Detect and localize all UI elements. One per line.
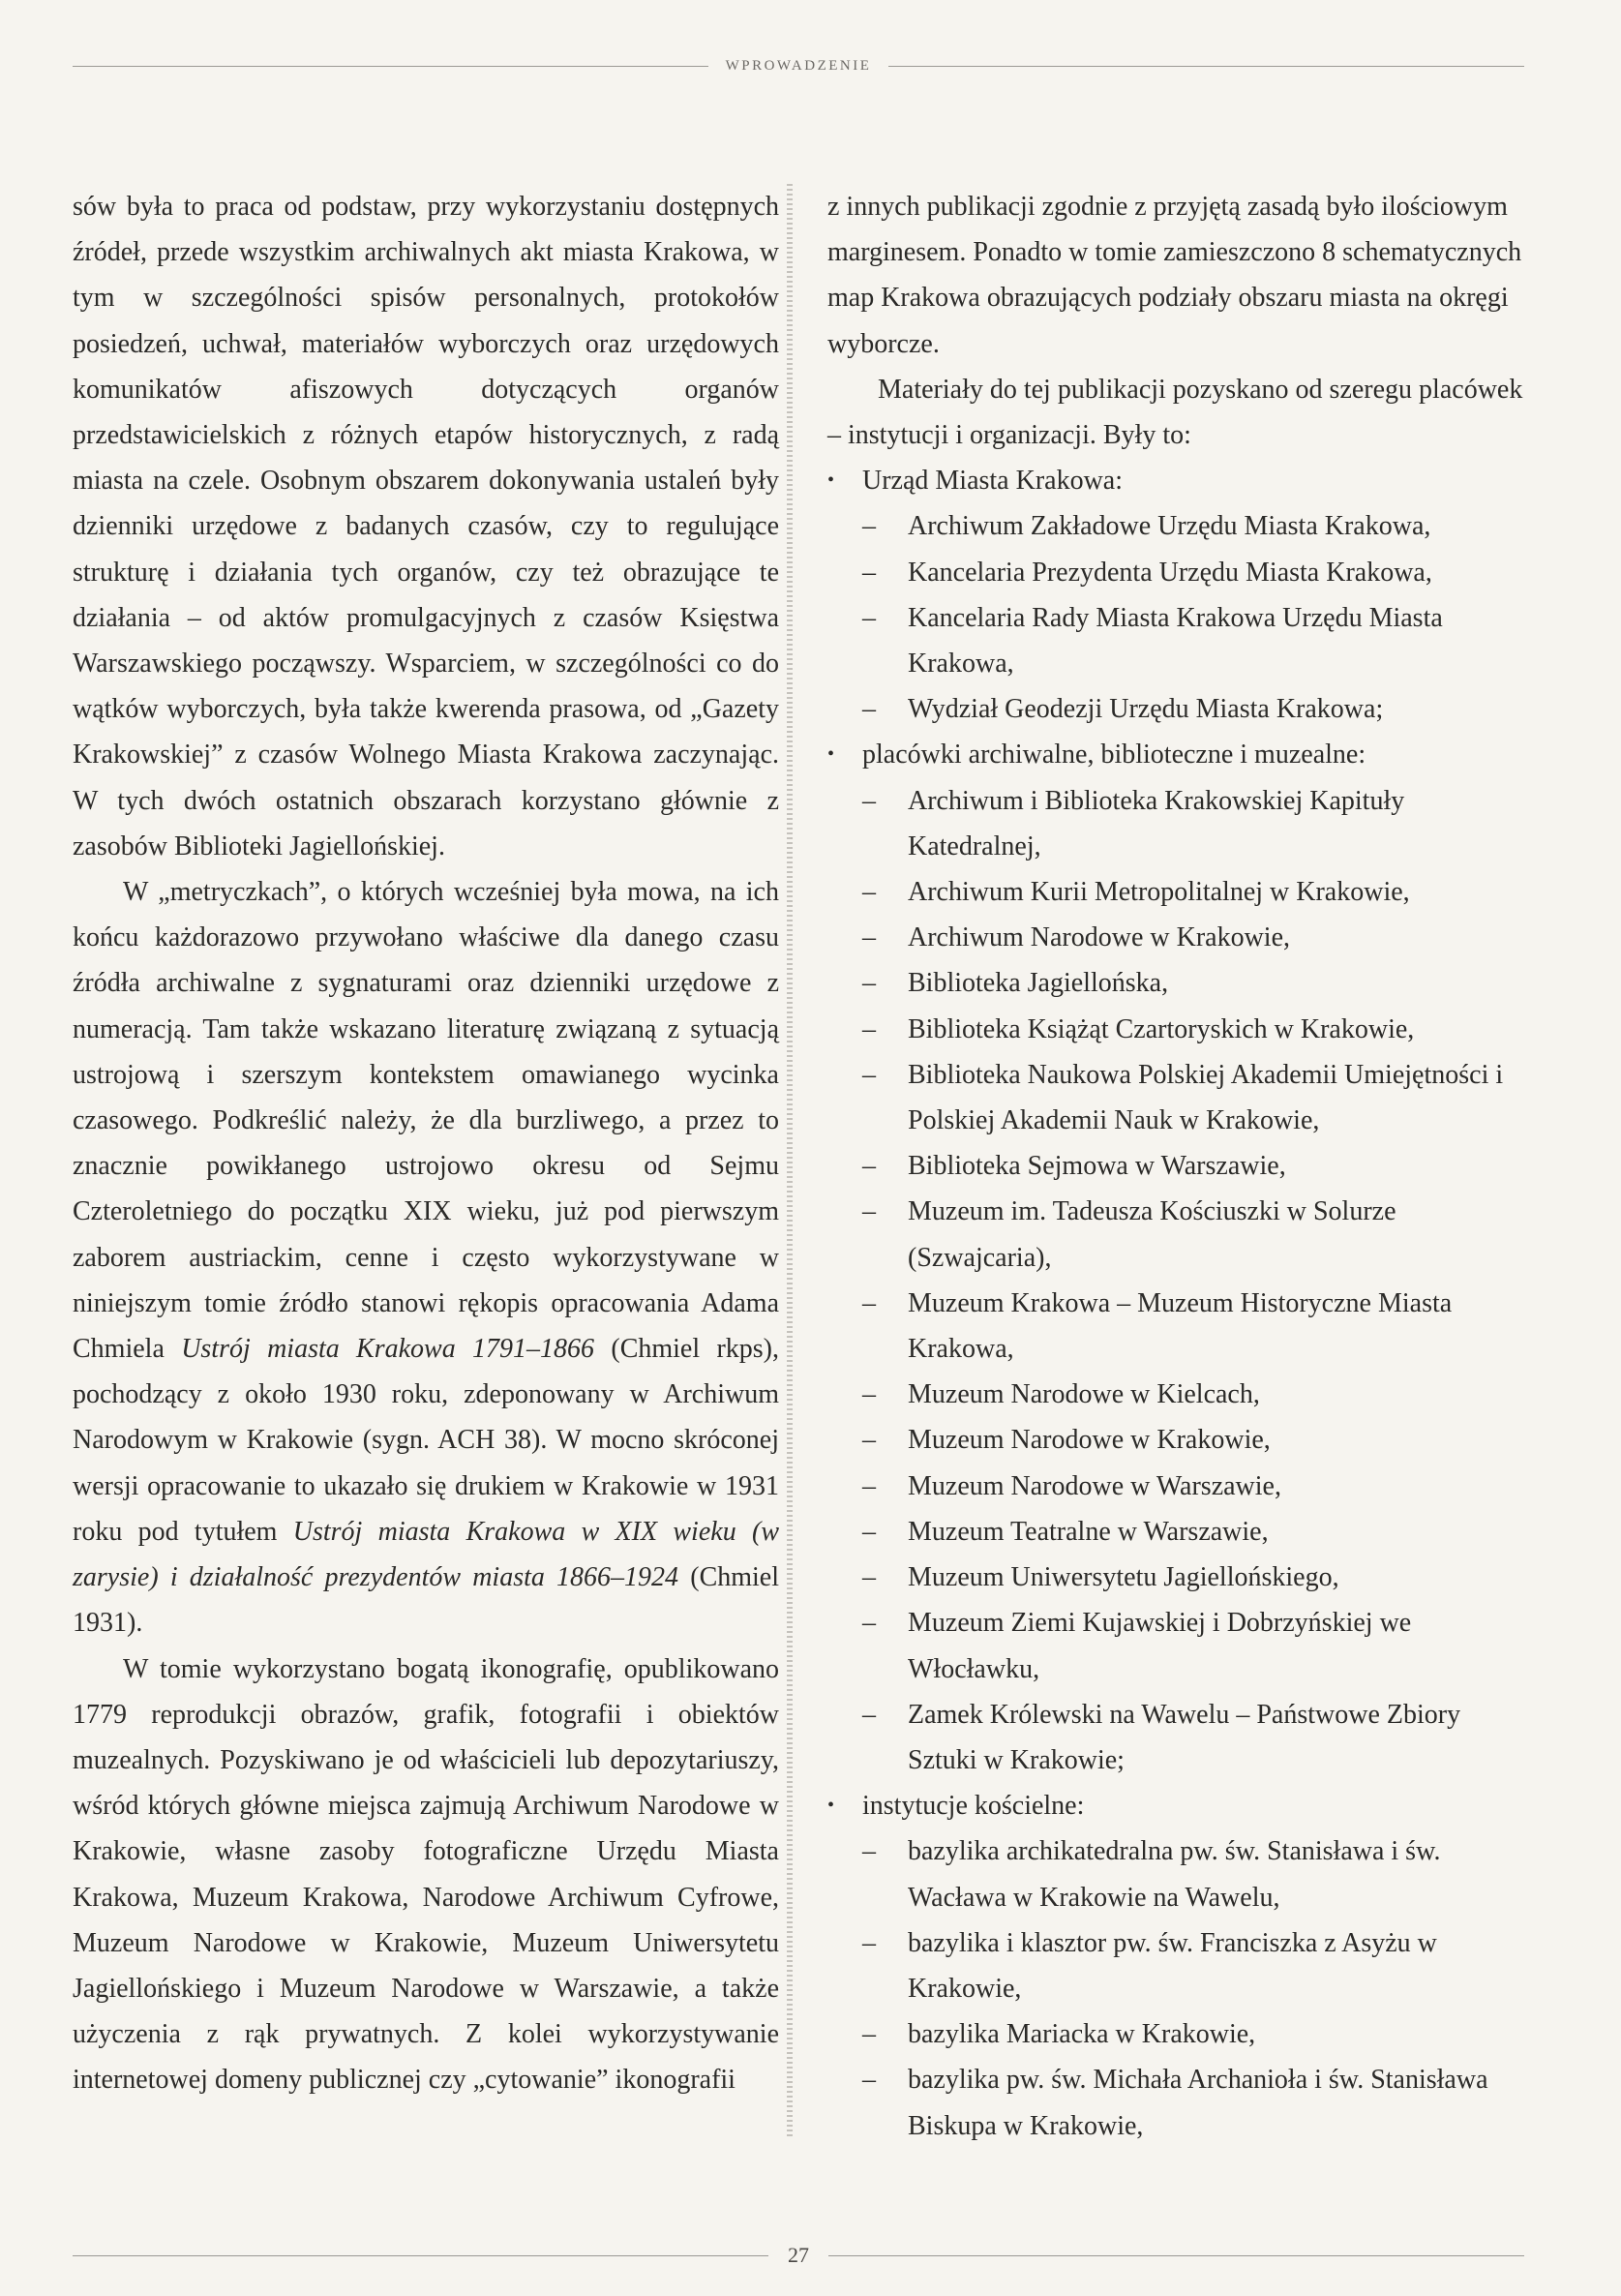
institution-name: Biblioteka Książąt Czartoryskich w Krakowie, [908, 1013, 1415, 1044]
institution-name: bazylika Mariacka w Krakowie, [908, 2019, 1256, 2050]
institution-name: Muzeum Narodowe w Kielcach, [908, 1379, 1260, 1410]
institution-item [827, 595, 1527, 686]
dash-marker: – [862, 557, 876, 588]
institution-group [827, 1783, 1527, 1828]
dash-marker: – [862, 1151, 876, 1182]
institution-item [827, 1052, 1527, 1143]
institution-group [827, 732, 1527, 777]
institution-group [827, 458, 1527, 503]
institution-name: Archiwum Kurii Metropolitalnej w Krakowie, [908, 877, 1410, 908]
institution-name: bazylika pw. św. Michała Archanioła i św. Stanisława Biskupa w Krakowie, [908, 2065, 1488, 2141]
institution-name: Biblioteka Jagiellońska, [908, 968, 1169, 999]
institution-name: Muzeum Teatralne w Warszawie, [908, 1516, 1269, 1547]
intro-continued: z innych publikacji zgodnie z przyjętą zasadą było ilościowym marginesem. Ponadto w tomie zamieszczono 8 schematycznych map Krakowa obrazujących podziały obszaru miasta na okręgi wyborcze. [827, 192, 1522, 359]
dash-marker: – [862, 511, 876, 542]
institution-item [827, 1281, 1527, 1372]
institution-item [827, 2011, 1527, 2057]
dash-marker: – [862, 2019, 876, 2050]
left-column [73, 184, 779, 2103]
dash-marker: – [862, 877, 876, 908]
paragraph-1: sów była to praca od podstaw, przy wykorzystaniu dostępnych źródeł, przede wszystkim archiwalnych akt miasta Krakowa, w tym w szczególności spisów personalnych, protokołów posiedzeń, uchwał, materiałów wyborczych oraz urzędowych komunikatów afiszowych dotyczących organów przedstawicielskich z różnych etapów historycznych, z radą miasta na czele. Osobnym obszarem dokonywania ustaleń były dzienniki urzędowe z badanych czasów, czy to regulujące strukturę i działania tych organów, czy też obrazujące te działania – od aktów promulgacyjnych z czasów Księstwa Warszawskiego począwszy. Wsparciem, w szczególności co do wątków wyborczych, była także kwerenda prasowa, od „Gazety Krakowskiej” z czasów Wolnego Miasta Krakowa zaczynając. W tych dwóch ostatnich obszarach korzystano głównie z zasobów Biblioteki Jagiellońskiej. [73, 192, 779, 861]
paragraph-2-start: W „metryczkach”, o których wcześniej była mowa, na ich końcu każdorazowo przywołano właściwe dla danego czasu źródła archiwalne z sygnaturami oraz dzienniki urzędowe z numeracją. Tam także wskazano literaturę związaną z sytuacją ustrojową i szerszym kontekstem omawianego wycinka czasowego. Podkreślić należy, że dla burzliwego, a przez to znacznie powikłanego ustrojowo okresu od Sejmu Czteroletniego do początku XIX wieku, już pod pierwszym zaborem austriackim, cenne i często wykorzystywane w niniejszym tomie źródło stanowi rękopis opracowania Adama Chmiela [73, 877, 779, 1365]
institution-name: Muzeum Narodowe w Krakowie, [908, 1425, 1271, 1456]
institution-item [827, 1600, 1527, 1691]
institution-name: bazylika i klasztor pw. św. Franciszka z Asyżu w Krakowie, [908, 1927, 1437, 2004]
dash-marker: – [862, 1836, 876, 1867]
institution-item [827, 960, 1527, 1006]
header-title: WPROWADZENIE [725, 57, 872, 74]
header-rule-right [888, 66, 1524, 67]
institution-name: Muzeum Uniwersytetu Jagiellońskiego, [908, 1562, 1339, 1593]
dash-marker: – [862, 602, 876, 633]
dash-marker: – [862, 1608, 876, 1639]
dash-marker: – [862, 1196, 876, 1227]
header-rule-left [73, 66, 708, 67]
dash-marker: – [862, 2065, 876, 2096]
institution-name: Muzeum Krakowa – Muzeum Historyczne Miasta Krakowa, [908, 1287, 1453, 1365]
institution-item [827, 1920, 1527, 2011]
book-title-1: Ustrój miasta Krakowa 1791–1866 [181, 1334, 595, 1365]
footer-rule-left [73, 2255, 768, 2256]
institution-item [827, 1555, 1527, 1600]
dash-marker: – [862, 1516, 876, 1547]
institution-name: Biblioteka Naukowa Polskiej Akademii Umiejętności i Polskiej Akademii Nauk w Krakowie, [908, 1059, 1504, 1136]
institution-item [827, 686, 1527, 732]
dash-marker: – [862, 1470, 876, 1501]
institution-name: Biblioteka Sejmowa w Warszawie, [908, 1151, 1286, 1182]
footer-rule-right [828, 2255, 1524, 2256]
institution-name: Kancelaria Rady Miasta Krakowa Urzędu Miasta Krakowa, [908, 602, 1443, 680]
dash-marker: – [862, 922, 876, 953]
institution-name: Muzeum Narodowe w Warszawie, [908, 1470, 1281, 1501]
materials-intro: Materiały do tej publikacji pozyskano od szeregu placówek – instytucji i organizacji. Były to: [827, 374, 1523, 451]
institution-item [827, 869, 1527, 915]
group-label: instytucje kościelne: [862, 1791, 1085, 1822]
paragraph-2 [73, 869, 779, 1646]
institution-name: Wydział Geodezji Urzędu Miasta Krakowa; [908, 694, 1384, 725]
page-number: 27 [788, 2243, 809, 2267]
institution-item [827, 1372, 1527, 1417]
dash-marker: – [862, 694, 876, 725]
institution-item [827, 1464, 1527, 1509]
dash-marker: – [862, 1927, 876, 1958]
institution-item [827, 1189, 1527, 1280]
dash-marker: – [862, 1699, 876, 1730]
dash-marker: – [862, 1379, 876, 1410]
institution-item [827, 1509, 1527, 1555]
page-footer [73, 2244, 1524, 2267]
bullet-icon: • [827, 743, 835, 766]
dash-marker: – [862, 968, 876, 999]
institution-item [827, 1828, 1527, 1919]
institution-item [827, 915, 1527, 960]
institution-name: Archiwum Zakładowe Urzędu Miasta Krakowa, [908, 511, 1431, 542]
dash-marker: – [862, 785, 876, 816]
dash-marker: – [862, 1013, 876, 1044]
institution-name: bazylika archikatedralna pw. św. Stanisława i św. Wacława w Krakowie na Wawelu, [908, 1836, 1441, 1913]
institution-item [827, 778, 1527, 869]
institution-name: Archiwum i Biblioteka Krakowskiej Kapituły Katedralnej, [908, 785, 1405, 861]
column-divider [787, 184, 793, 2139]
running-header [73, 54, 1524, 77]
institution-name: Zamek Królewski na Wawelu – Państwowe Zbiory Sztuki w Krakowie; [908, 1699, 1461, 1775]
institution-item [827, 550, 1527, 595]
group-label: placówki archiwalne, biblioteczne i muzealne: [862, 740, 1366, 770]
institution-item [827, 1143, 1527, 1189]
book-title-2: Ustrój miasta Krakowa w XIX wieku (w zarysie) i działalność prezydentów miasta 1866–1924 [73, 1516, 779, 1593]
dash-marker: – [862, 1287, 876, 1318]
paragraph-3: W tomie wykorzystano bogatą ikonografię, opublikowano 1779 reprodukcji obrazów, grafik, fotografii i obiektów muzealnych. Pozyskiwano je od właścicieli lub depozytariuszy, wśród których główne miejsca zajmują Archiwum Narodowe w Krakowie, własne zasoby fotograficzne Urzędu Miasta Krakowa, Muzeum Krakowa, Narodowe Archiwum Cyfrowe, Muzeum Narodowe w Krakowie, Muzeum Uniwersytetu Jagiellońskiego i Muzeum Narodowe w Warszawie, a także użyczenia z rąk prywatnych. Z kolei wykorzystywanie internetowej domeny publicznej czy „cytowanie” ikonografii [73, 1653, 779, 2096]
institution-item [827, 2057, 1527, 2148]
institution-name: Kancelaria Prezydenta Urzędu Miasta Krakowa, [908, 557, 1432, 588]
institution-item [827, 1692, 1527, 1783]
group-label: Urząd Miasta Krakowa: [862, 466, 1124, 497]
bullet-icon: • [827, 469, 835, 492]
institution-item [827, 1417, 1527, 1463]
institution-item [827, 1007, 1527, 1052]
institution-name: Muzeum im. Tadeusza Kościuszki w Solurze (Szwajcaria), [908, 1196, 1396, 1273]
bullet-icon: • [827, 1795, 835, 1817]
dash-marker: – [862, 1562, 876, 1593]
institution-item [827, 503, 1527, 549]
paragraph-2-middle: (Chmiel rkps), pochodzący z około 1930 roku, zdeponowany w Archiwum Narodowym w Krakowie (sygn. ACH 38). W mocno skróconej wersji opracowanie to ukazało się drukiem w Krakowie w 1931 roku pod tytułem [73, 1334, 779, 1547]
institution-name: Muzeum Ziemi Kujawskiej i Dobrzyńskiej we Włocławku, [908, 1608, 1412, 1684]
dash-marker: – [862, 1059, 876, 1090]
institution-list [827, 458, 1527, 2149]
dash-marker: – [862, 1425, 876, 1456]
paragraph-2-end: (Chmiel 1931). [73, 1562, 780, 1639]
institution-name: Archiwum Narodowe w Krakowie, [908, 922, 1290, 953]
right-column [827, 184, 1527, 2149]
